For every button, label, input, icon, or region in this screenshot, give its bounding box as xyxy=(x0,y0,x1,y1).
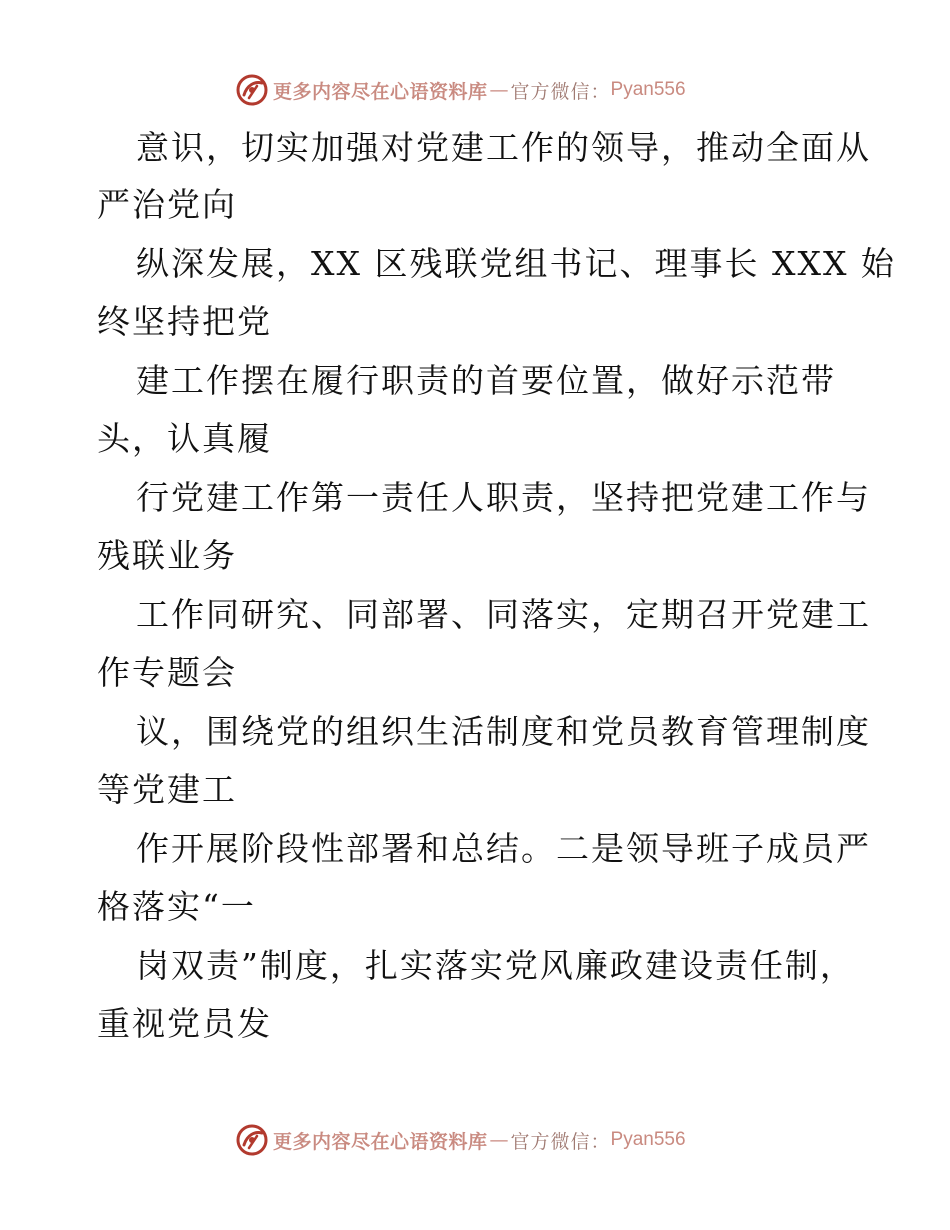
footer-separator: — xyxy=(489,1129,509,1151)
header-wechat-id: Pyan556 xyxy=(610,79,686,100)
footer-banner xyxy=(235,1122,686,1158)
paragraph-line: 议，围绕党的组织生活制度和党员教育管理制度 xyxy=(136,712,871,751)
paragraph-line: 头，认真履 xyxy=(97,419,272,458)
paragraph-line: 作开展阶段性部署和总结。二是领导班子成员严 xyxy=(136,829,871,868)
brand-logo-icon xyxy=(235,73,269,107)
paragraph-line: 建工作摆在履行职责的首要位置，做好示范带 xyxy=(136,361,836,400)
paragraph-line: 终坚持把党 xyxy=(97,302,272,341)
paragraph-line: 工作同研究、同部署、同落实，定期召开党建工 xyxy=(136,595,871,634)
footer-brand-text: 更多内容尽在心语资料库 xyxy=(273,1130,488,1153)
brand-logo-icon xyxy=(235,1123,269,1157)
paragraph-line: 作专题会 xyxy=(97,653,237,692)
paragraph-line: 等党建工 xyxy=(97,770,237,809)
paragraph-line: 纵深发展，XX 区残联党组书记、理事长 XXX 始 xyxy=(136,244,896,283)
header-separator: — xyxy=(489,79,509,101)
paragraph-line: 意识，切实加强对党建工作的领导，推动全面从 xyxy=(136,128,871,167)
paragraph-line: 岗双责”制度，扎实落实党风廉政建设责任制， xyxy=(136,946,855,985)
paragraph-line: 残联业务 xyxy=(97,536,237,575)
header-banner xyxy=(235,72,686,108)
footer-wechat-id: Pyan556 xyxy=(610,1129,686,1150)
paragraph-line: 格落实“一 xyxy=(97,887,256,926)
paragraph-line: 行党建工作第一责任人职责，坚持把党建工作与 xyxy=(136,478,871,517)
header-brand-text: 更多内容尽在心语资料库 xyxy=(273,80,488,103)
paragraph-line: 严治党向 xyxy=(97,185,237,224)
footer-official-label: 官方微信： xyxy=(510,1130,611,1153)
header-official-label: 官方微信： xyxy=(510,80,611,103)
paragraph-line: 重视党员发 xyxy=(97,1004,272,1043)
